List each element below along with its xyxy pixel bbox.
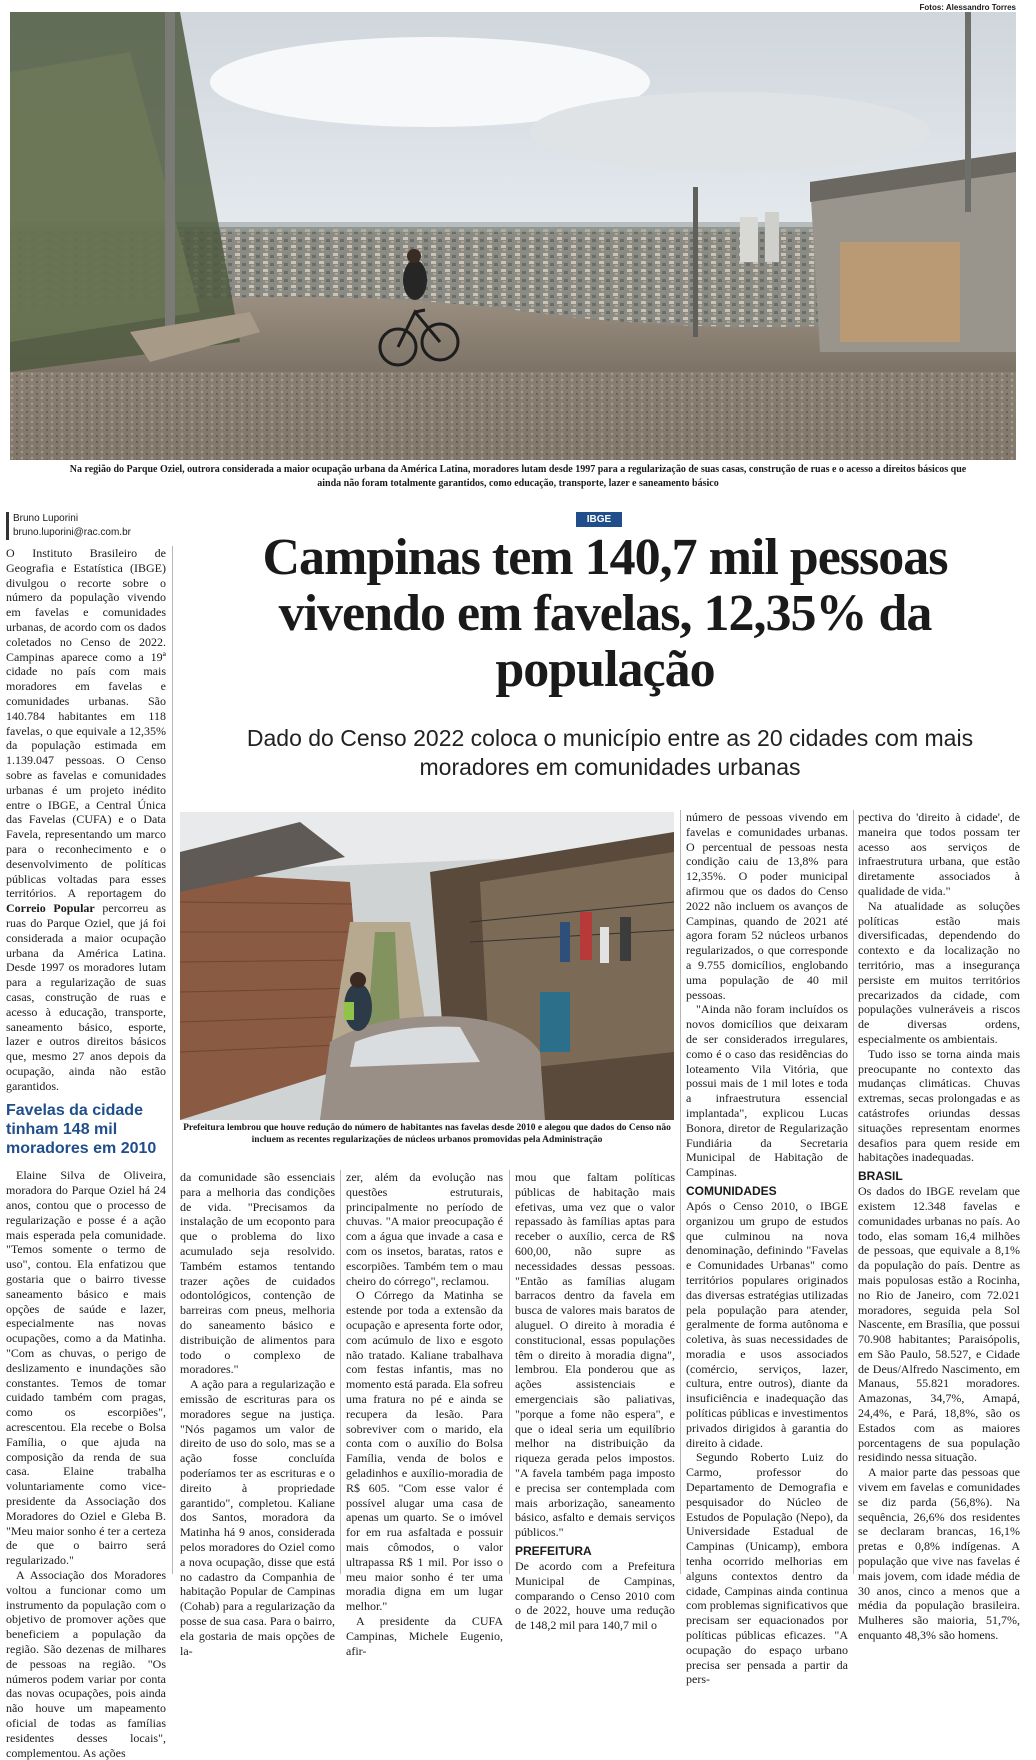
middle-photo-caption: Prefeitura lembrou que houve redução do número de habitantes nas favelas desde 2010 e alegou que dados do Censo não incluem as recentes regularizações de núcleos urbanos promovidas pela Administração [183,1123,671,1145]
article-column-6 [858,810,1020,1643]
paragraph: O Instituto Brasileiro de Geografia e Estatística (IBGE) divulgou o recorte sobre o número da população vivendo em favelas e comunidades urbanas, de acordo com os dados coletados no Censo de 2022. Campinas aparece como a 19ª cidade no país com mais moradores em favelas e comunidades urbanas. São 140.784 habitantes em 118 favelas, o que equivale a 12,35% da população estimada em 1.139.047 pessoas. O Censo sobre as favelas e comunidades urbanas é um projeto inédito entre o IBGE, a Central Única das Favelas (CUFA) e o Data Favela, representando um marco para o reconhecimento e o desenvolvimento de políticas públicas voltadas para esses territórios. A reportagem do Correio Popular percorreu as ruas do Parque Oziel, que já foi considerada a maior ocupação urbana da América Latina. Desde 1997 os moradores lutam para a regularização de suas casas, construção de ruas e acesso à educação, transporte, saneamento básico, esporte, lazer e outros direitos básicos que, mesmo 27 anos depois da ocupação, ainda não estão garantidos. [6,546,166,1093]
paragraph: De acordo com a Prefeitura Municipal de Campinas, comparando o Censo 2010 com o de 2022, houve uma redução de 148,2 mil para 140,7 mil o [515,1558,675,1633]
paragraph: pectiva do 'direito à cidade', de maneira que todos possam ter acesso aos serviços de infraestrutura urbana, que estão diretamente associados à qualidade de vida." [858,810,1020,898]
paragraph: Elaine Silva de Oliveira, moradora do Parque Oziel há 24 anos, contou que o processo de regularização e posse é a ação mais esperada pela comunidade. "Temos somente o termo de uso", contou. Ela enfatizou que gostaria que o bairro tivesse saneamento básico e mais opções de saúde e lazer, especialmente nas novas ocupações, como a da Matinha. "Com as chuvas, o perigo de deslizamento e inundações são constantes. Temos de tomar cuidado também com pragas, como os escorpiões", acrescentou. Ela recebe o Bolsa Família, o que ajuda na composição da renda de sua casa. Elaine trabalha voluntariamente como vice-presidente da Associação dos Moradores do Oziel e Gleba B. "Meu maior sonho é ter a certeza de que o bairro será regularizado." [6,1168,166,1568]
paragraph: "Ainda não foram incluídos os novos domicílios que deixaram de ser considerados irregulares, como é o caso das residências do loteamento Vila Vitória, que possui mais de 1 mil lotes e toda a infraestrutura essencial implantada", explicou Lucas Bonora, diretor de Regularização Fundiária da Secretaria Municipal de Habitação de Campinas. [686,1002,848,1180]
paragraph: A presidente da CUFA Campinas, Michele Eugenio, afir- [346,1613,503,1658]
photo-credit: Fotos: Alessandro Torres [919,3,1016,12]
top-photo-caption: Na região do Parque Oziel, outrora considerada a maior ocupação urbana da América Latina, moradores lutam desde 1997 para a regularização de suas casas, construção de ruas e o acesso a direitos básicos que ainda não foram totalmente garantidos, como educação, transporte, lazer e saneamento básico [69,464,967,489]
article-column-4 [515,1170,675,1633]
paragraph: O Córrego da Matinha se estende por toda a extensão da ocupação e apresenta forte odor, com acúmulo de lixo e esgoto não tratado. Kaliane trabalhava com festas infantis, mas no momento está parada. Ela sofreu uma fratura no pé e ainda se recupera da lesão. Para sobreviver com o marido, ela conta com o auxílio do Bolsa Família, venda de bolos e geladinhos e auxílio-moradia de R$ 605. "Com esse valor é possível alugar uma casa de apenas um quarto. Se o imóvel for em rua asfaltada e possuir mais cômodos, o valor ultrapassa R$ 1 mil. Por isso o meu maior sonho é ter uma moradia digna em um lugar melhor." [346,1288,503,1614]
paragraph: A ação para a regularização e emissão de escrituras para os moradores segue na justiça. "Nós pagamos um valor de direito de uso do solo, mas se a ação fosse concluída poderíamos ter as escrituras e o direito à propriedade garantido", completou. Kaliane dos Santos, moradora da Matinha há 9 anos, considerada pelos moradores do Oziel como a nova ocupação, disse que está no cadastro da Companhia de habitação Popular de Campinas (Cohab) para a regularização da posse de sua casa. Para o bairro, ela gostaria de mais opções de la- [180,1377,335,1658]
paragraph: Após o Censo 2010, o IBGE organizou um grupo de estudos que culminou na nova denominação, definindo "Favelas e Comunidades Urbanas" como territórios populares originados das diversas estratégias utilizadas pela população para atender, geralmente de forma autônoma e coletiva, às suas necessidades de moradia e usos associados (comércio, serviços, lazer, cultura, entre outros), diante da insuficiência e inadequação das políticas públicas e investimentos privados dirigidos à garantia do direito à cidade. [686,1198,848,1450]
byline-author: Bruno Luporini [13,513,79,524]
paragraph: da comunidade são essenciais para a melhoria das condições de vida. "Precisamos da instalação de um ecoponto para que o problema do lixo acumulado seja resolvido. Também estamos tentando trazer ações de cuidados odontológicos, contenção de barreiras com pneus, melhoria do saneamento básico e distribuição de alimentos para todo o complexo de moradores." [180,1170,335,1377]
paragraph: número de pessoas vivendo em favelas e comunidades urbanas. O percentual de pessoas nesta condição caiu de 13,8% para 12,35%. O poder municipal afirmou que os dados do Censo 2022 não incluem os avanços de Campinas, quando de 2021 até agora foram 52 núcleos urbanos regularizados, o que corresponde a 9.755 domicílios, englobando uma população de 40 mil pessoas. [686,810,848,1002]
paragraph: A Associação dos Moradores voltou a funcionar como um instrumento da população com o objetivo de promover ações que beneficiem a população da região. São dezenas de milhares de pessoas na região. "Os números podem variar por conta das novas ocupações, pois ainda não houve um mapeamento oficial de todas as famílias residentes desses locais", complementou. As ações [6,1568,166,1760]
paragraph: mou que faltam políticas públicas de habitação mais efetivas, uma vez que o valor repassado às famílias aptas para receber o auxílio, cerca de R$ 600,00, não supre as necessidades dessas pessoas. "Então as famílias alugam barracos dentro da favela em busca de valores mais baratos de aluguel. O direito à moradia é constitucional, essas populações têm o direito à moradia digna", lembrou. Ela ponderou que as ações assistenciais e emergenciais são paliativas, "porque a fome não espera", e que o ideal seria um equilíbrio melhor na distribuição da riqueza gerada pelos impostos. "A favela também paga imposto e precisa ser contemplada com mais arborização, saneamento básico, asfalto e demais serviços públicos." [515,1170,675,1540]
paragraph: Os dados do IBGE revelam que existem 12.348 favelas e comunidades urbanas no país. Ao todo, elas somam 16,4 milhões de pessoas, que equivale a 8,1% da população do país. Dentre as mais populosas estão a Rocinha, no Rio de Janeiro, com 72.021 moradores, seguida pela Sol Nascente, em Brasília, que possui 70.908 habitantes; Paraisópolis, em São Paulo, 58.527, e Cidade de Deus/Alfredo Nascimento, em Manaus, 55.821 moradores. Amazonas, 34,7%, Amapá, 24,4%, e Pará, 18,8%, são os Estados com as maiores porcentagens de sua população residindo nessa situação. [858,1184,1020,1465]
top-photo-parque-oziel [10,12,1016,460]
column-divider [509,1170,510,1574]
headline: Campinas tem 140,7 mil pessoas vivendo em favelas, 12,35% da população [262,529,948,698]
article-column-3 [346,1170,503,1658]
column-divider [680,810,681,1574]
section-kicker: IBGE [576,512,622,527]
byline-email: bruno.luporini@rac.com.br [13,527,131,538]
paragraph: Tudo isso se torna ainda mais preocupante no contexto das mudanças climáticas. Chuvas extremas, secas prolongadas e as catástrofes oriundas dessas situações representam enormes desafios para quem reside em habitações inadequadas. [858,1046,1020,1165]
paragraph: A maior parte das pessoas que vivem em favelas e comunidades se diz parda (56,8%). Na sequência, 26,6% dos residentes se declaram brancas, 16,1% pretas e 0,8% indígenas. A população que vive nas favelas é mais jovem, com idade média de 30 anos, cinco a menos que a média da população brasileira. Mulheres são maioria, 51,7%, enquanto 48,3% são homens. [858,1465,1020,1643]
paragraph: zer, além da evolução nas questões estruturais, principalmente no período de chuvas. "A maior preocupação é com a água que invade a casa e com os insetos, baratas, ratos e escorpiões. Também tem o mau cheiro do córrego", reclamou. [346,1170,503,1288]
section-heading-prefeitura: PREFEITURA [515,1543,592,1558]
subheadline: Dado do Censo 2022 coloca o município entre as 20 cidades com mais moradores em comunidades urbanas [246,725,974,780]
article-column-5 [686,810,848,1687]
paragraph: Segundo Roberto Luiz do Carmo, professor do Departamento de Demografia e pesquisador do Núcleo de Estudos de População (Nepo), da Universidade Estadual de Campinas (Unicamp), embora tenha ocorrido melhorias em alguns contextos dentro da cidade, Campinas ainda continua com problemas significativos que precisam ser equacionados por políticas públicas eficazes. "A ocupação do espaço urbano precisa ser pensada a partir da pers- [686,1450,848,1687]
article-column-1 [6,546,166,1760]
section-subtitle: Favelas da cidade tinham 148 mil moradores em 2010 [6,1102,157,1158]
section-heading-comunidades: COMUNIDADES [686,1183,777,1198]
column-divider [853,810,854,1574]
column-divider [172,546,173,1574]
middle-photo-alley [180,812,674,1120]
byline [6,512,170,540]
section-heading-brasil: BRASIL [858,1169,903,1184]
article-column-2 [180,1170,335,1658]
column-divider [340,1170,341,1574]
paragraph: Na atualidade as soluções políticas estão mais diversificadas, dependendo do contexto e da localização no território, mas a insegurança persiste em muitos territórios precarizados da cidade, com populações vulneráveis a riscos de diversas ordens, especialmente os ambientais. [858,898,1020,1046]
